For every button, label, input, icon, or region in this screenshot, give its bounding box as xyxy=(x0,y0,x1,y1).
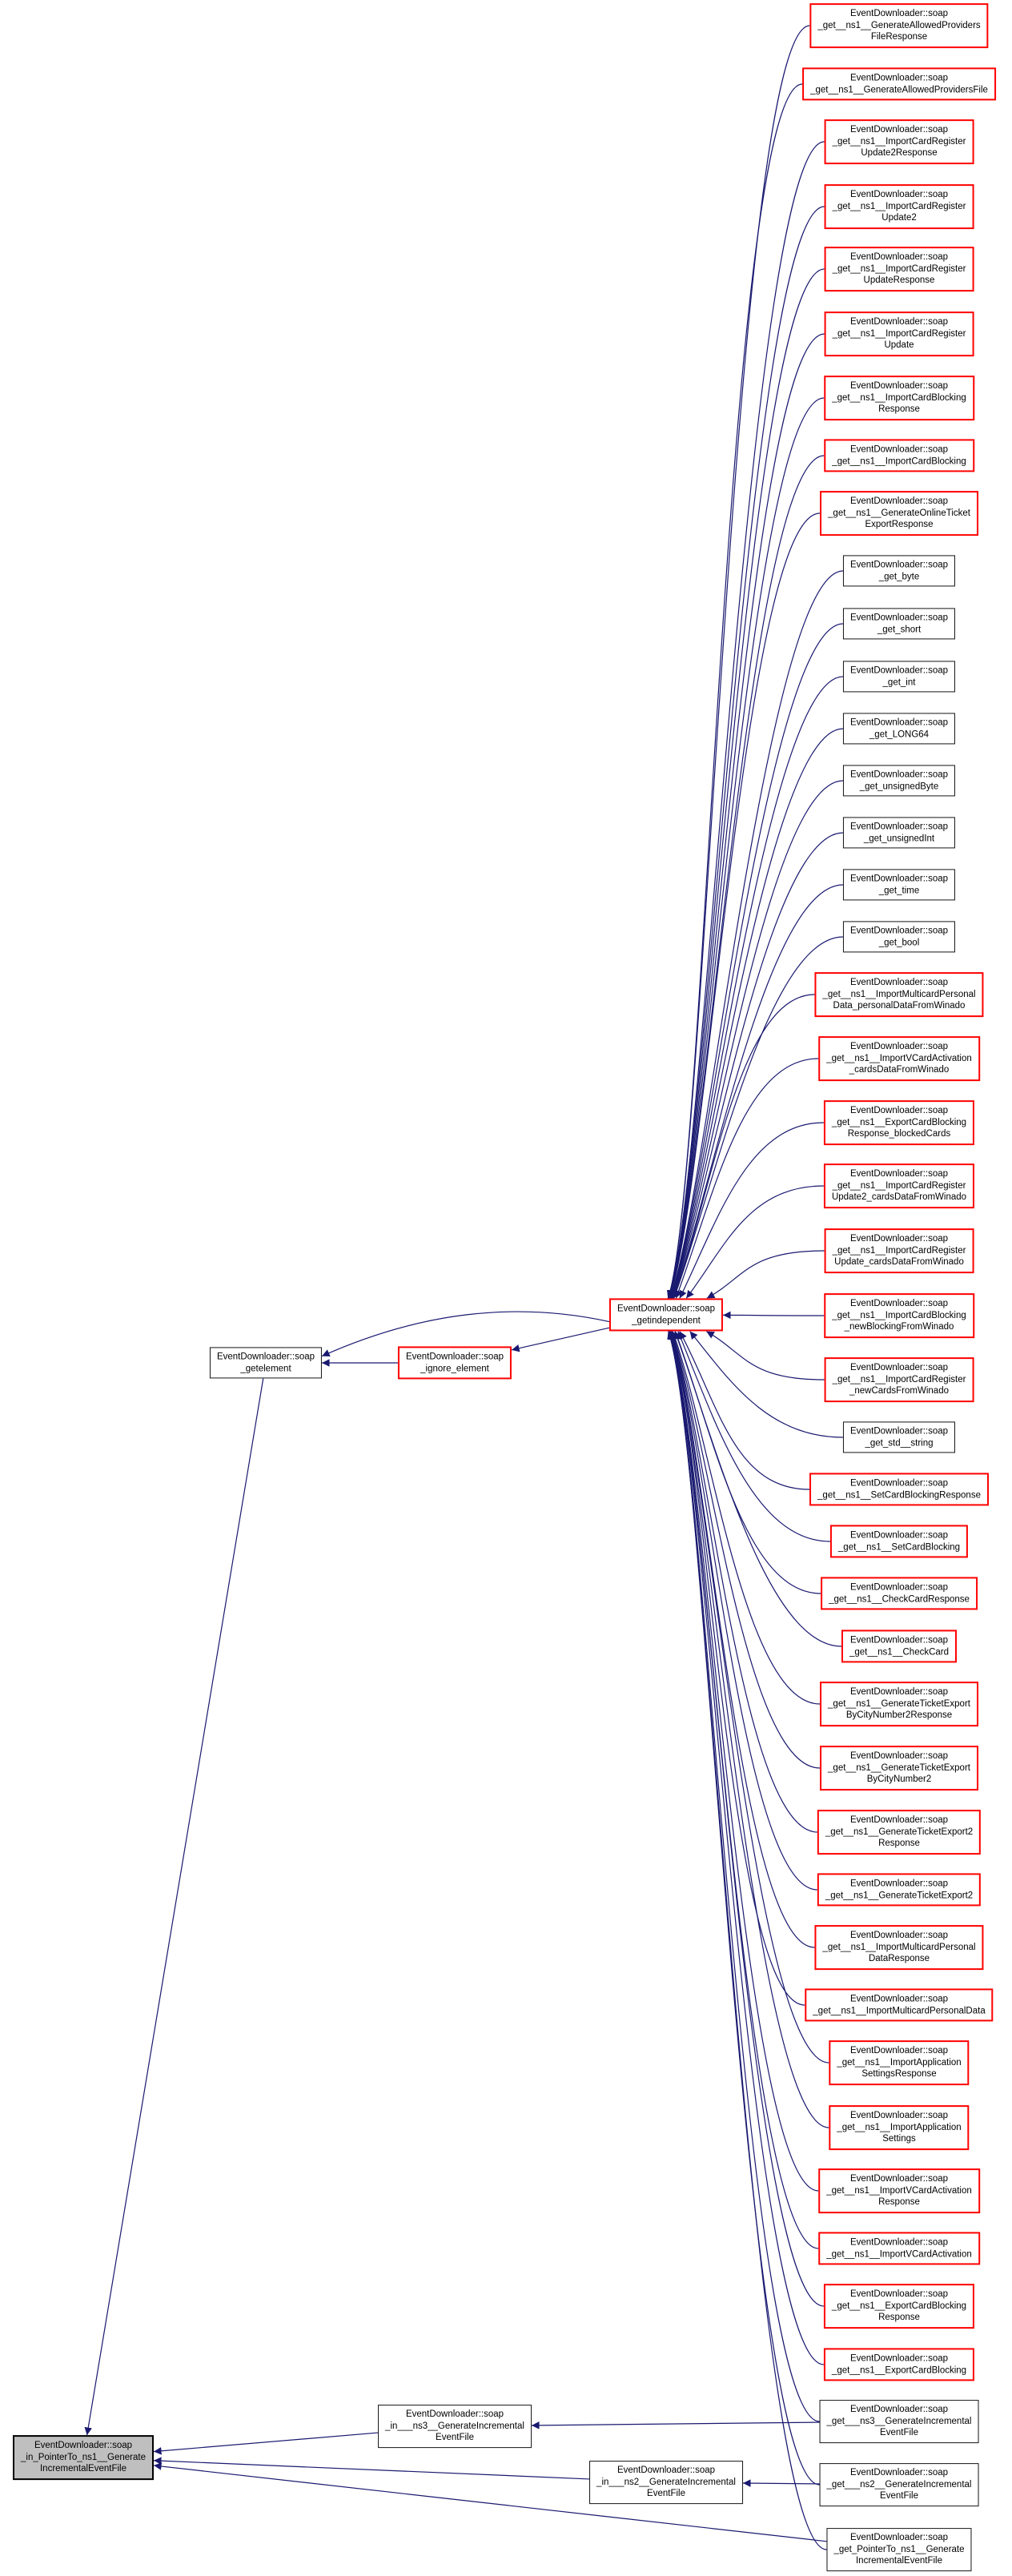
node-label-line: EventDownloader::soap xyxy=(849,1234,949,1244)
node-label-line: _get_time xyxy=(878,886,920,895)
node-label-line: _get__ns1__ImportVCardActivation xyxy=(826,2185,972,2196)
graph-node-r40[interactable] xyxy=(824,2284,974,2329)
node-label-line: EventDownloader::soap xyxy=(216,1352,315,1362)
node-label-line: ByCityNumber2 xyxy=(866,1774,932,1785)
node-label-line: _get__ns1__ImportVCardActivation xyxy=(826,1053,972,1063)
graph-node-in2[interactable] xyxy=(589,2461,743,2504)
node-label-line: _get__ns1__CheckCardResponse xyxy=(829,1594,970,1604)
node-label-line: _get__ns1__ImportMulticardPersonalData xyxy=(813,2006,986,2015)
node-label-line: _in___ns3__GenerateIncremental xyxy=(385,2421,524,2431)
call-edge xyxy=(673,833,843,1298)
node-label-line: _get_std__string xyxy=(865,1438,934,1448)
call-edge xyxy=(154,2433,378,2452)
node-label-line: EventDownloader::soap xyxy=(849,73,949,83)
node-label-line: _getelement xyxy=(240,1364,291,1373)
node-label-line: EventDownloader::soap xyxy=(405,2409,504,2420)
node-label-line: _get_int xyxy=(882,677,916,687)
graph-node-r25[interactable] xyxy=(843,1421,955,1453)
graph-node-focus xyxy=(13,2435,154,2480)
node-label-line: _get__ns1__ImportVCardActivation xyxy=(826,2249,972,2259)
node-label-line: _get_short xyxy=(877,625,922,634)
node-label-line: EventFile xyxy=(436,2433,474,2443)
node-label-line: EventDownloader::soap xyxy=(849,665,949,676)
graph-node-r31[interactable] xyxy=(820,1746,978,1790)
node-label-line: EventDownloader::soap xyxy=(849,1751,949,1762)
graph-node-r7[interactable] xyxy=(824,376,974,420)
graph-node-r4[interactable] xyxy=(825,184,974,229)
node-label-line: EventDownloader::soap xyxy=(849,381,949,392)
node-label-line: EventDownloader::soap xyxy=(849,496,949,507)
node-label-line: Response xyxy=(878,2197,920,2208)
node-label-line: EventDownloader::soap xyxy=(849,926,949,936)
node-label-line: ExportResponse xyxy=(865,520,934,530)
call-edge xyxy=(87,1379,263,2436)
node-label-line: EventDownloader::soap xyxy=(849,1994,949,2004)
node-label-line: EventFile xyxy=(647,2489,685,2499)
graph-node-r34[interactable] xyxy=(814,1925,983,1970)
node-label-line: EventDownloader::soap xyxy=(849,1931,949,1941)
node-label-line: _get__ns1__ExportCardBlocking xyxy=(831,1117,967,1127)
node-label-line: Settings xyxy=(882,2134,916,2144)
node-label-line: EventDownloader::soap xyxy=(849,2353,949,2364)
node-label-line: EventDownloader::soap xyxy=(849,1042,949,1052)
graph-node-r14[interactable] xyxy=(843,765,955,796)
node-label-line: Response xyxy=(878,404,920,415)
node-label-line: _newCardsFromWinado xyxy=(849,1386,949,1397)
node-label-line: Response xyxy=(878,2313,920,2323)
graph-node-r28[interactable] xyxy=(821,1577,978,1609)
node-label-line: _getindependent xyxy=(632,1316,701,1325)
node-label-line: EventDownloader::soap xyxy=(849,717,949,728)
node-label-line: Data_personalDataFromWinado xyxy=(833,1001,966,1011)
node-label-line: _get__ns1__GenerateTicketExport2 xyxy=(825,1891,974,1900)
node-label-line: _get__ns1__ImportMulticardPersonal xyxy=(822,1942,976,1952)
call-edge xyxy=(670,624,843,1298)
node-label-line: EventDownloader::soap xyxy=(616,1304,716,1314)
node-label-line: _get__ns1__GenerateAllowedProviders xyxy=(817,20,981,30)
node-label-line: EventDownloader::soap xyxy=(849,2289,949,2300)
node-label-line: _get__ns1__ImportCardRegister xyxy=(832,328,966,339)
graph-node-r19[interactable] xyxy=(818,1036,980,1081)
node-label-line: _get__ns1__ExportCardBlocking xyxy=(831,2301,967,2311)
node-label-line: _cardsDataFromWinado xyxy=(849,1065,950,1075)
node-label-line: EventDownloader::soap xyxy=(849,1169,949,1179)
node-label-line: EventDownloader::soap xyxy=(849,1687,949,1698)
node-label-line: _get__ns1__ImportCardBlocking xyxy=(832,456,966,466)
node-label-line: _get_LONG64 xyxy=(869,729,930,739)
graph-node-r41[interactable] xyxy=(824,2348,974,2381)
node-label-line: EventDownloader::soap xyxy=(849,822,949,832)
node-label-line: EventDownloader::soap xyxy=(849,2468,949,2478)
node-label-line: EventDownloader::soap xyxy=(849,9,949,19)
node-label-line: _in___ns2__GenerateIncremental xyxy=(596,2477,736,2487)
graph-node-getindependent[interactable] xyxy=(609,1298,723,1331)
node-label-line: UpdateResponse xyxy=(863,275,935,286)
node-label-line: _get__ns1__CheckCard xyxy=(849,1647,950,1657)
graph-node-r26[interactable] xyxy=(809,1473,989,1505)
node-label-line: _get__ns1__ImportCardRegister xyxy=(832,263,966,274)
node-label-line: EventDownloader::soap xyxy=(849,1106,949,1116)
graph-node-r37[interactable] xyxy=(829,2105,969,2150)
node-label-line: _get__ns1__GenerateAllowedProvidersFile xyxy=(810,85,988,94)
graph-node-r39[interactable] xyxy=(818,2232,980,2265)
graph-node-r27[interactable] xyxy=(830,1525,968,1557)
call-edge xyxy=(686,1186,824,1298)
graph-node-r30[interactable] xyxy=(820,1682,978,1726)
node-label-line: EventDownloader::soap xyxy=(849,2111,949,2121)
node-label-line: EventDownloader::soap xyxy=(849,252,949,263)
call-edge xyxy=(706,1332,824,1380)
call-edge xyxy=(669,1332,820,2421)
node-label-line: EventDownloader::soap xyxy=(849,1879,949,1889)
node-label-line: EventDownloader::soap xyxy=(34,2441,133,2451)
graph-node-r44[interactable] xyxy=(826,2528,971,2571)
graph-node-r6[interactable] xyxy=(825,311,974,356)
graph-node-r24[interactable] xyxy=(825,1357,974,1402)
node-label-line: _get__ns1__GenerateTicketExport2 xyxy=(825,1827,974,1837)
graph-node-r22[interactable] xyxy=(825,1228,974,1273)
node-label-line: EventDownloader::soap xyxy=(849,874,949,884)
node-label-line: EventDownloader::soap xyxy=(849,770,949,780)
graph-node-r38[interactable] xyxy=(818,2168,980,2213)
node-label-line: EventDownloader::soap xyxy=(616,2465,716,2476)
node-label-line: _get__ns1__ImportCardBlocking xyxy=(832,392,966,403)
node-label-line: EventDownloader::soap xyxy=(849,560,949,570)
node-label-line: _get__ns1__GenerateTicketExport xyxy=(828,1698,970,1709)
graph-node-r43[interactable] xyxy=(820,2463,979,2506)
graph-node-r5[interactable] xyxy=(825,247,974,291)
node-label-line: _get___ns2__GenerateIncremental xyxy=(826,2479,972,2490)
node-label-line: Update_cardsDataFromWinado xyxy=(834,1257,964,1268)
node-label-line: _get__ns1__ImportCardRegister xyxy=(832,1180,966,1191)
node-label-line: _get__ns1__SetCardBlocking xyxy=(837,1542,961,1552)
node-label-line: EventDownloader::soap xyxy=(849,1478,949,1489)
graph-node-r10[interactable] xyxy=(843,555,955,586)
node-label-line: Update2_cardsDataFromWinado xyxy=(831,1192,967,1203)
node-label-line: ByCityNumber2Response xyxy=(845,1710,953,1721)
graph-node-r8[interactable] xyxy=(824,439,974,472)
call-edge xyxy=(668,26,809,1298)
node-label-line: SettingsResponse xyxy=(861,2069,937,2080)
node-label-line: _get__ns1__ImportApplication xyxy=(837,2122,962,2132)
graph-node-r20[interactable] xyxy=(824,1100,974,1145)
node-label-line: EventFile xyxy=(880,2491,918,2502)
graph-node-r2[interactable] xyxy=(802,67,996,100)
graph-node-r18[interactable] xyxy=(814,972,983,1017)
node-label-line: _get__ns1__ImportApplication xyxy=(837,2057,962,2068)
node-label-line: DataResponse xyxy=(868,1954,930,1964)
node-label-line: EventDownloader::soap xyxy=(849,2174,949,2184)
call-edge xyxy=(154,2461,589,2479)
graph-node-r42[interactable] xyxy=(820,2400,979,2443)
node-label-line: _in_PointerTo_ns1__Generate xyxy=(20,2452,147,2462)
node-label-line: EventDownloader::soap xyxy=(849,190,949,200)
graph-node-r17[interactable] xyxy=(843,921,955,952)
node-label-line: EventDownloader::soap xyxy=(849,1530,949,1541)
graph-node-ignore[interactable] xyxy=(398,1346,512,1379)
node-label-line: Response xyxy=(878,1839,920,1849)
graph-node-r16[interactable] xyxy=(843,869,955,900)
node-label-line: _get_unsignedInt xyxy=(863,834,935,843)
node-label-line: IncrementalEventFile xyxy=(855,2556,943,2566)
node-label-line: _ignore_element xyxy=(420,1364,489,1373)
node-label-line: _get__ns1__ImportCardRegister xyxy=(832,1374,966,1384)
node-label-line: EventDownloader::soap xyxy=(849,1363,949,1373)
graph-node-r1[interactable] xyxy=(809,3,988,48)
node-label-line: _get___ns3__GenerateIncremental xyxy=(826,2416,972,2426)
graph-node-r12[interactable] xyxy=(843,661,955,692)
node-label-line: FileResponse xyxy=(870,32,928,42)
node-label-line: EventDownloader::soap xyxy=(849,2405,949,2415)
graph-node-r21[interactable] xyxy=(824,1163,974,1208)
node-label-line: _get__ns1__GenerateOnlineTicket xyxy=(828,508,970,518)
node-label-line: EventDownloader::soap xyxy=(849,978,949,988)
call-edge xyxy=(512,1328,609,1350)
graph-node-r15[interactable] xyxy=(843,817,955,848)
node-label-line: _newBlockingFromWinado xyxy=(844,1322,954,1332)
node-label-line: EventFile xyxy=(880,2428,918,2438)
node-label-line: _get_unsignedByte xyxy=(859,782,939,791)
node-label-line: _get_PointerTo_ns1__Generate xyxy=(833,2544,965,2554)
node-label-line: _get__ns1__ImportMulticardPersonal xyxy=(822,989,976,999)
node-label-line: _get__ns1__ImportCardRegister xyxy=(832,1245,966,1256)
node-label-line: EventDownloader::soap xyxy=(849,2237,949,2248)
node-label-line: IncrementalEventFile xyxy=(39,2464,127,2474)
call-edge xyxy=(668,84,802,1298)
graph-node-r13[interactable] xyxy=(843,713,955,744)
node-label-line: EventDownloader::soap xyxy=(849,1582,949,1593)
call-edge xyxy=(743,2483,820,2484)
call-edge xyxy=(690,1332,843,1437)
node-label-line: _get__ns1__GenerateTicketExport xyxy=(828,1762,970,1773)
call-edge xyxy=(707,1251,825,1298)
node-label-line: Update xyxy=(884,340,914,351)
node-label-line: EventDownloader::soap xyxy=(849,2046,949,2056)
call-edge xyxy=(670,1332,817,1890)
node-label-line: Update2 xyxy=(881,213,917,223)
graph-node-r23[interactable] xyxy=(824,1293,974,1338)
graph-node-in3[interactable] xyxy=(378,2405,532,2448)
node-label-line: _get__ns1__SetCardBlockingResponse xyxy=(817,1490,981,1500)
node-label-line: EventDownloader::soap xyxy=(849,1426,949,1437)
node-label-line: EventDownloader::soap xyxy=(849,317,949,328)
call-edge xyxy=(671,1332,817,1832)
call-edge xyxy=(669,142,825,1298)
graph-node-r35[interactable] xyxy=(805,1988,993,2021)
node-label-line: _get__ns1__ImportCardBlocking xyxy=(832,1310,966,1320)
graph-node-r29[interactable] xyxy=(841,1630,957,1662)
node-label-line: Update2Response xyxy=(861,148,938,159)
graph-node-r32[interactable] xyxy=(817,1810,981,1855)
node-label-line: EventDownloader::soap xyxy=(849,125,949,135)
call-edge xyxy=(669,456,824,1298)
node-label-line: EventDownloader::soap xyxy=(849,2533,949,2543)
node-label-line: EventDownloader::soap xyxy=(849,613,949,623)
node-label-line: _get_byte xyxy=(878,572,920,581)
call-edge xyxy=(669,1332,820,2485)
node-label-line: EventDownloader::soap xyxy=(849,444,949,455)
node-label-line: EventDownloader::soap xyxy=(849,1299,949,1309)
call-edge xyxy=(532,2422,820,2425)
node-label-line: Response_blockedCards xyxy=(847,1129,951,1139)
node-label-line: EventDownloader::soap xyxy=(849,1635,949,1646)
graph-node-r36[interactable] xyxy=(829,2040,969,2085)
node-label-line: _get__ns1__ImportCardRegister xyxy=(832,136,966,147)
graph-node-r9[interactable] xyxy=(820,491,978,536)
node-label-line: _get_bool xyxy=(878,938,920,947)
node-label-line: EventDownloader::soap xyxy=(405,1352,504,1362)
node-label-line: _get__ns1__ExportCardBlocking xyxy=(831,2365,967,2375)
graph-node-r11[interactable] xyxy=(843,608,955,639)
graph-node-r3[interactable] xyxy=(825,119,974,164)
node-label-line: _get__ns1__ImportCardRegister xyxy=(832,201,966,211)
graph-node-r33[interactable] xyxy=(817,1873,981,1906)
graph-node-getelement[interactable] xyxy=(210,1347,322,1378)
call-edge xyxy=(723,1315,824,1316)
node-label-line: EventDownloader::soap xyxy=(849,1815,949,1826)
